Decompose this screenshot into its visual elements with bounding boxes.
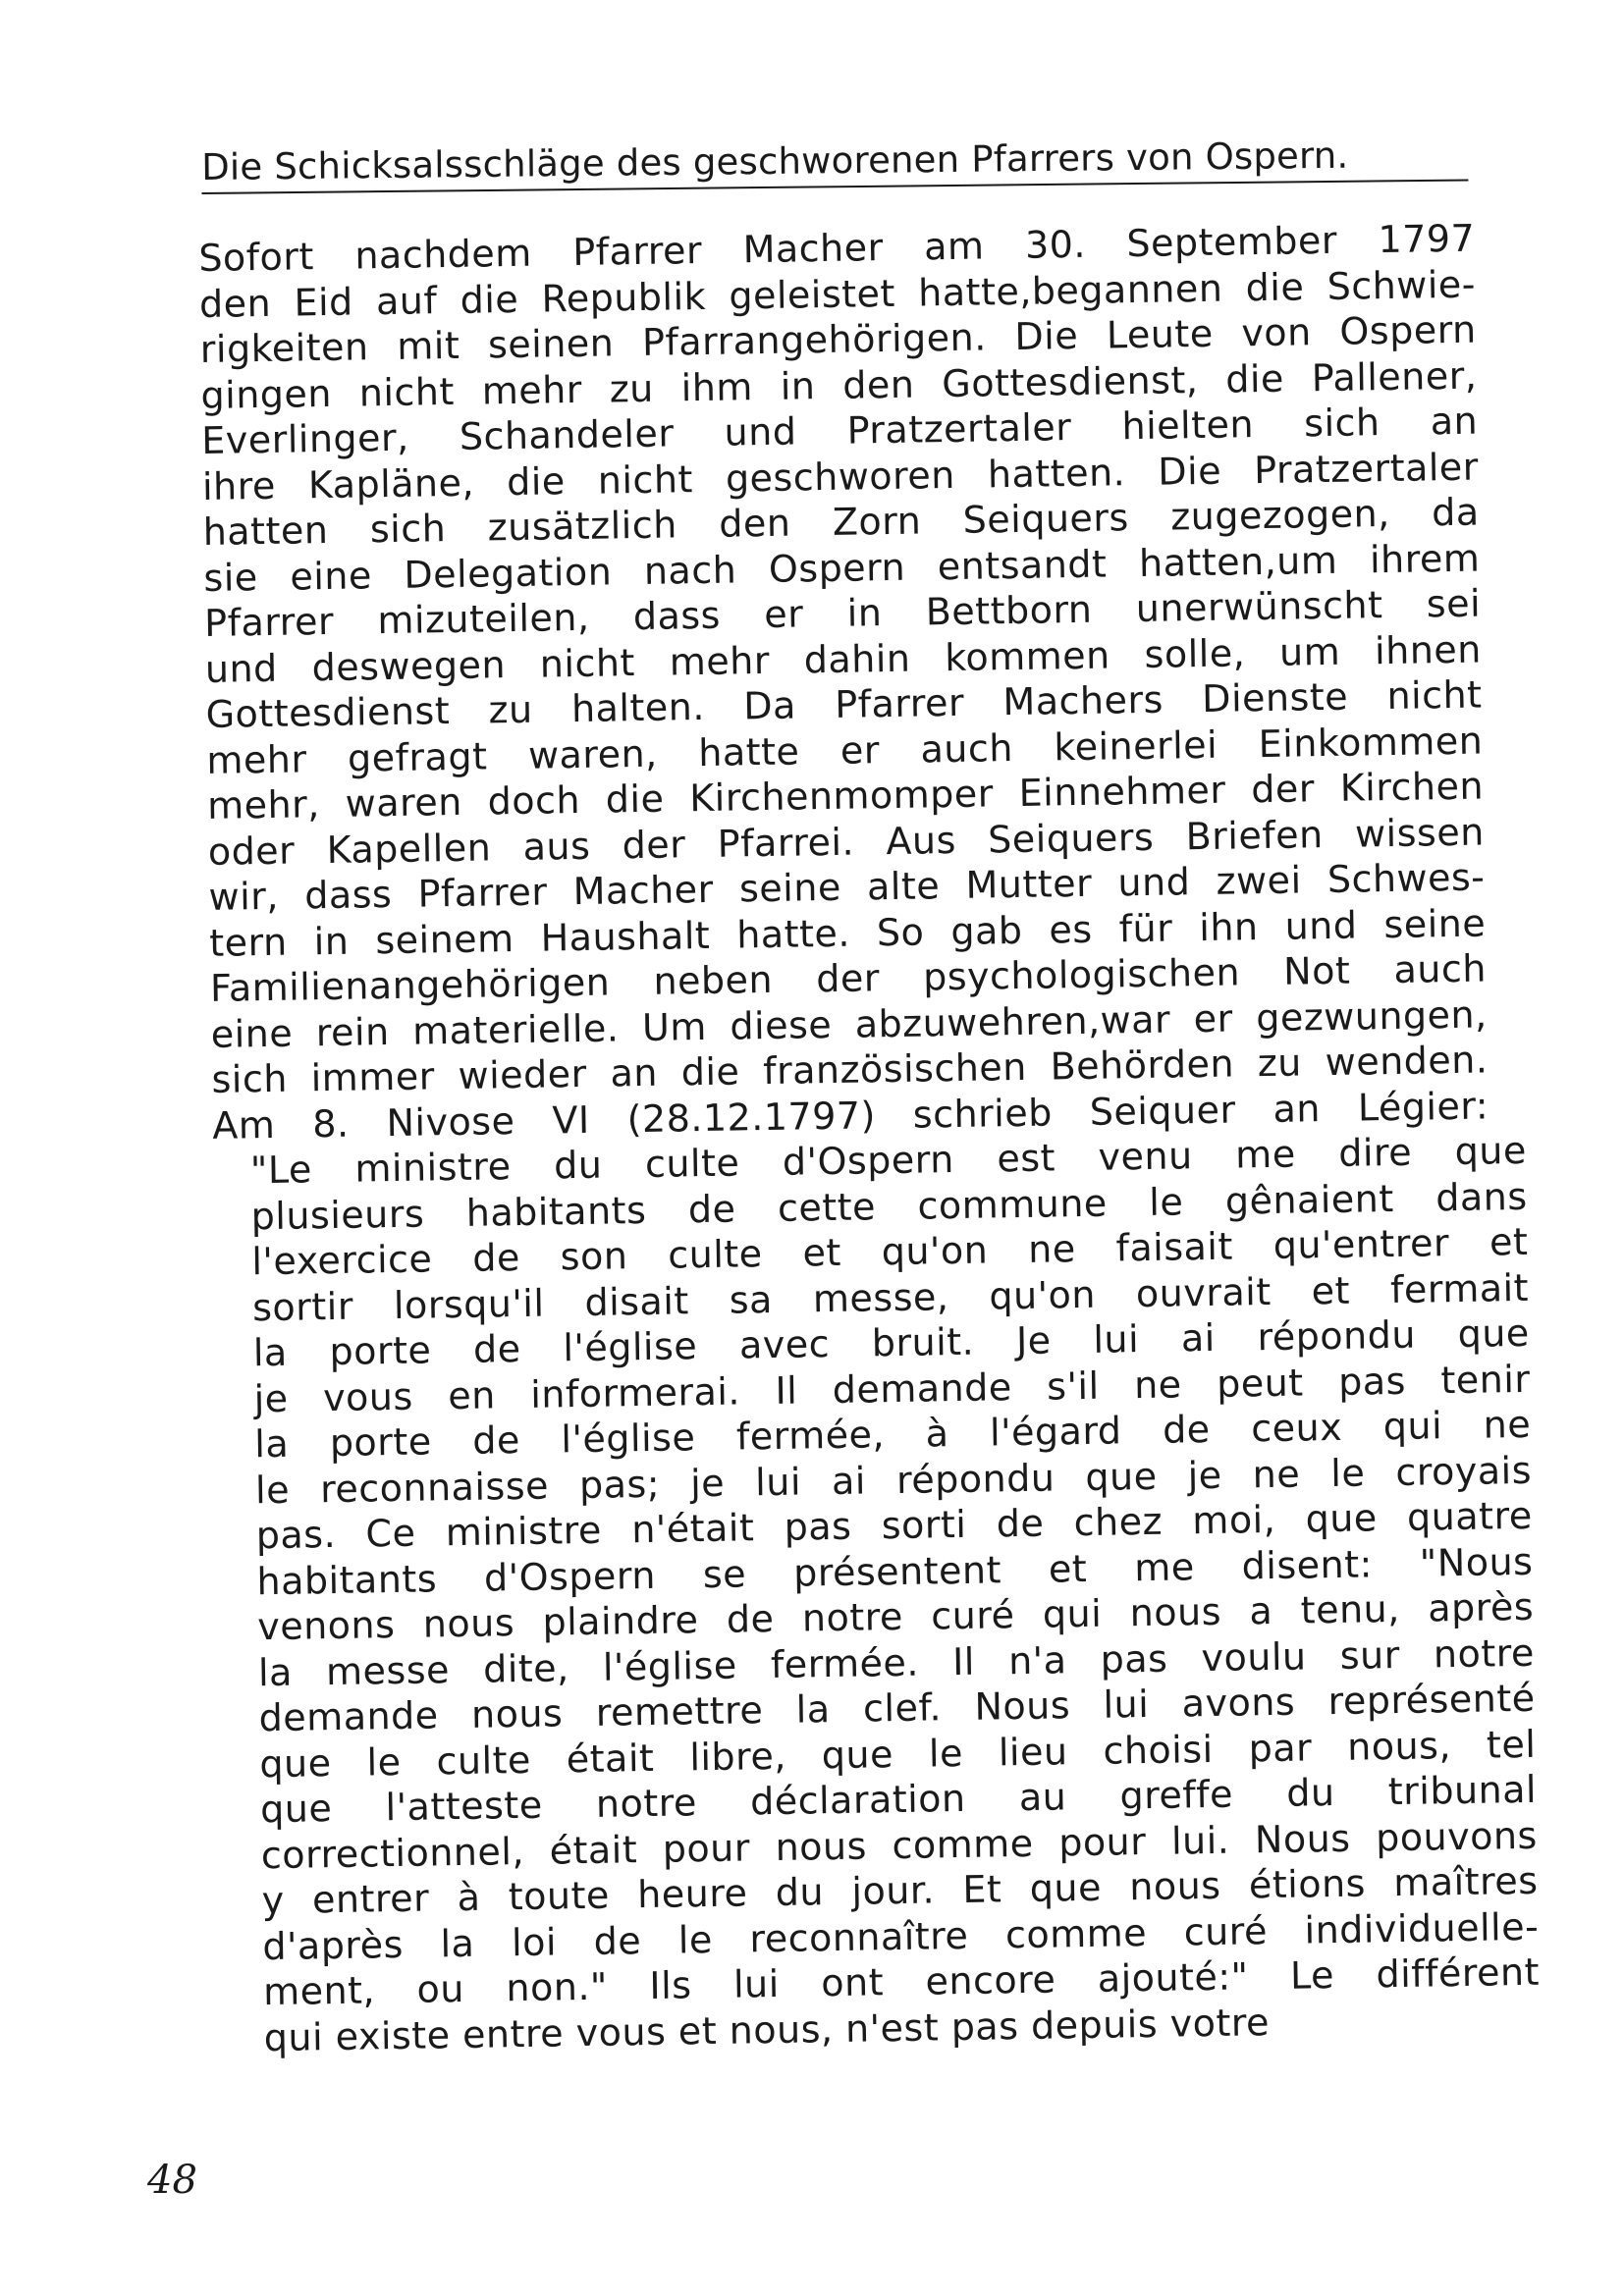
text-line: rigkeiten mit seinen Pfarrangehörigen. Die Leute von Ospern: [199, 307, 1478, 371]
text-line: que le culte était libre, que le lieu choisi par nous, tel: [259, 1722, 1537, 1786]
block-quote: [213, 1128, 1541, 2060]
text-line: qui existe entre vous et nous, n'est pas depuis votre: [263, 2000, 1271, 2059]
text-line: mehr gefragt waren, hatte er auch keinerlei Einkommen: [206, 719, 1484, 782]
text-line: je vous en informerai. Il demande s'il ne peut pas tenir: [253, 1357, 1531, 1420]
text-line: le reconnaisse pas; je lui ai répondu que je ne le croyais: [254, 1448, 1533, 1512]
body-text: [198, 216, 1541, 2061]
text-line: eine rein materielle. Um diese abzuwehren,war er gezwungen,: [210, 991, 1488, 1056]
text-line: l'exercice de son culte et qu'on ne faisait qu'entrer et: [251, 1219, 1529, 1284]
text-line: ihre Kapläne, die nicht geschworen hatten. Die Pratzertaler: [201, 445, 1480, 508]
text-line: mehr, waren doch die Kirchenmomper Einnehmer der Kirchen: [206, 764, 1485, 828]
text-line: Gottesdienst zu halten. Da Pfarrer Machers Dienste nicht: [205, 672, 1483, 736]
text-line: venons nous plaindre de notre curé qui nous a tenu, après: [256, 1584, 1535, 1649]
text-line: la messe dite, l'église fermée. Il n'a pas voulu sur notre: [257, 1630, 1536, 1694]
text-line: que l'atteste notre déclaration au greffe du tribunal: [259, 1767, 1538, 1832]
text-line: sortir lorsqu'il disait sa messe, qu'on ouvrait et fermait: [251, 1265, 1530, 1329]
text-line: correctionnel, était pour nous comme pour lui. Nous pouvons: [260, 1813, 1539, 1877]
text-line: demande nous remettre la clef. Nous lui avons représenté: [258, 1676, 1536, 1740]
chapter-heading: Die Schicksalsschläge des geschworenen Pfarrers von Ospern.: [201, 132, 1468, 194]
text-line: "Le ministre du culte d'Ospern est venu me dire que: [249, 1128, 1528, 1193]
text-line: la porte de l'église fermée, à l'égard de ceux qui ne: [254, 1402, 1532, 1467]
text-line: Sofort nachdem Pfarrer Macher am 30. September 1797: [198, 216, 1476, 280]
text-line: la porte de l'église avec bruit. Je lui ai répondu que: [252, 1310, 1531, 1375]
text-line: den Eid auf die Republik geleistet hatte,begannen die Schwie-: [198, 262, 1477, 326]
text-line: wir, dass Pfarrer Macher seine alte Mutter und zwei Schwes-: [208, 855, 1486, 919]
text-line: Everlinger, Schandeler und Pratzertaler hielten sich an: [200, 399, 1479, 462]
text-line: Pfarrer mizuteilen, dass er in Bettborn unerwünscht sei: [203, 581, 1482, 645]
text-line: und deswegen nicht mehr dahin kommen solle, um ihnen: [204, 627, 1483, 691]
text-line: ment, ou non." Ils lui ont encore ajouté:" Le différent: [262, 1949, 1541, 2014]
text-line: d'après la loi de le reconnaître comme curé individuelle-: [262, 1904, 1540, 1968]
text-line: sie eine Delegation nach Ospern entsandt hatten,um ihrem: [203, 536, 1481, 600]
text-line: oder Kapellen aus der Pfarrei. Aus Seiquers Briefen wissen: [207, 810, 1486, 874]
text-line: habitants d'Ospern se présentent et me disent: "Nous: [256, 1539, 1534, 1603]
text-line: sich immer wieder an die französischen Behörden zu wenden.: [211, 1038, 1489, 1101]
text-line: pas. Ce ministre n'était pas sorti de chez moi, que quatre: [255, 1493, 1533, 1558]
text-line: tern in seinem Haushalt hatte. So gab es für ihn und seine: [208, 900, 1487, 965]
text-line: hatten sich zusätzlich den Zorn Seiquers zugezogen, da: [202, 490, 1480, 554]
text-line: Am 8. Nivose VI (28.12.1797) schrieb Seiquer an Légier:: [211, 1083, 1489, 1148]
page-number: 48: [147, 2158, 197, 2203]
text-line: y entrer à toute heure du jour. Et que nous étions maîtres: [261, 1858, 1539, 1923]
text-line: plusieurs habitants de cette commune le gênaient dans: [250, 1174, 1528, 1238]
paragraph: [198, 216, 1489, 1148]
text-line: gingen nicht mehr zu ihm in den Gottesdienst, die Pallener,: [200, 353, 1478, 417]
text-line: Familienangehörigen neben der psychologischen Not auch: [209, 946, 1488, 1010]
